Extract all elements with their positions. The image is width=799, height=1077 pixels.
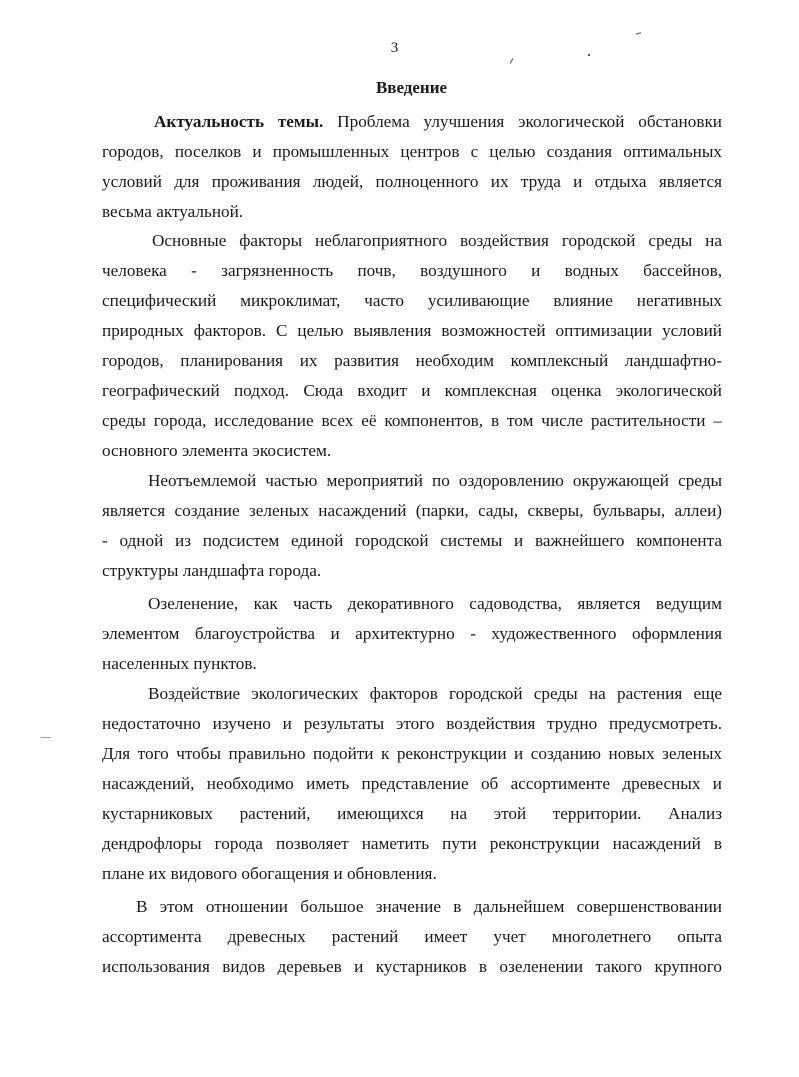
paragraph-3 [102,466,722,586]
paragraph-line: дендрофлоры города позволяет наметить пути реконструкции насаждений в [102,834,722,853]
paragraph-line: основного элемента экосистем. [102,441,332,460]
page-title: Введение [375,78,448,97]
paragraph-line: недостаточно изучено и результаты этого воздействия трудно предусмотреть. [102,714,722,733]
paragraph-line: весьма актуальной. [102,202,244,221]
paragraph-line: Воздействие экологических факторов городской среды на растения еще [148,684,722,703]
scan-mark [588,54,590,56]
paragraph-line: природных факторов. С целью выявления возможностей оптимизации условий [102,321,722,340]
paragraph-line: Актуальность темы. Проблема улучшения экологической обстановки [154,112,722,131]
paragraph-line: В этом отношении большое значение в дальнейшем совершенствовании [136,897,722,916]
paragraph-line: плане их видового обогащения и обновления. [102,864,437,883]
paragraph-5 [102,679,722,889]
paragraph-line: ассортимента древесных растений имеет учет многолетнего опыта [102,927,722,946]
paragraph-line: Неотъемлемой частью мероприятий по оздоровлению окружающей среды [148,471,722,490]
paragraph-line: структуры ландшафта города. [102,561,322,580]
paragraph-line: кустарниковых растений, имеющихся на этой территории. Анализ [102,804,722,823]
paragraph-line: - одной из подсистем единой городской системы и важнейшего компонента [102,531,722,550]
paragraph-line: специфический микроклимат, часто усиливающие влияние негативных [102,291,722,310]
scan-mark [636,32,641,35]
paragraph-line: географический подход. Сюда входит и комплексная оценка экологической [102,381,722,400]
scan-mark [510,58,514,64]
paragraph-line: использования видов деревьев и кустарников в озеленении такого крупного [102,957,722,976]
paragraph-line: человека - загрязненность почв, воздушного и водных бассейнов, [102,261,722,280]
paragraph-line: городов, планирования их развития необходим комплексный ландшафтно- [102,351,722,370]
paragraph-2 [102,226,722,466]
paragraph-line: среды города, исследование всех её компонентов, в том числе растительности – [102,411,722,430]
paragraph-line: условий для проживания людей, полноценного их труда и отдыха является [102,172,722,191]
paragraph-line: Для того чтобы правильно подойти к реконструкции и созданию новых зеленых [102,744,722,763]
paragraph-line: является создание зеленых насаждений (парки, сады, скверы, бульвары, аллеи) [102,501,722,520]
paragraph-line: Озеленение, как часть декоративного садоводства, является ведущим [148,594,722,613]
paragraph-line: элементом благоустройства и архитектурно - художественного оформления [102,624,722,643]
paragraph-line: населенных пунктов. [102,654,257,673]
paragraph-line: Основные факторы неблагоприятного воздействия городской среды на [152,231,722,250]
scan-mark [41,737,51,738]
paragraph-4 [102,589,722,679]
page-number: 3 [390,40,399,56]
paragraph-1 [102,107,722,227]
paragraph-6 [102,892,722,982]
paragraph-line: насаждений, необходимо иметь представление об ассортименте древесных и [102,774,722,793]
lead-term: Актуальность темы. [154,112,324,131]
paragraph-line: городов, поселков и промышленных центров с целью создания оптимальных [102,142,722,161]
